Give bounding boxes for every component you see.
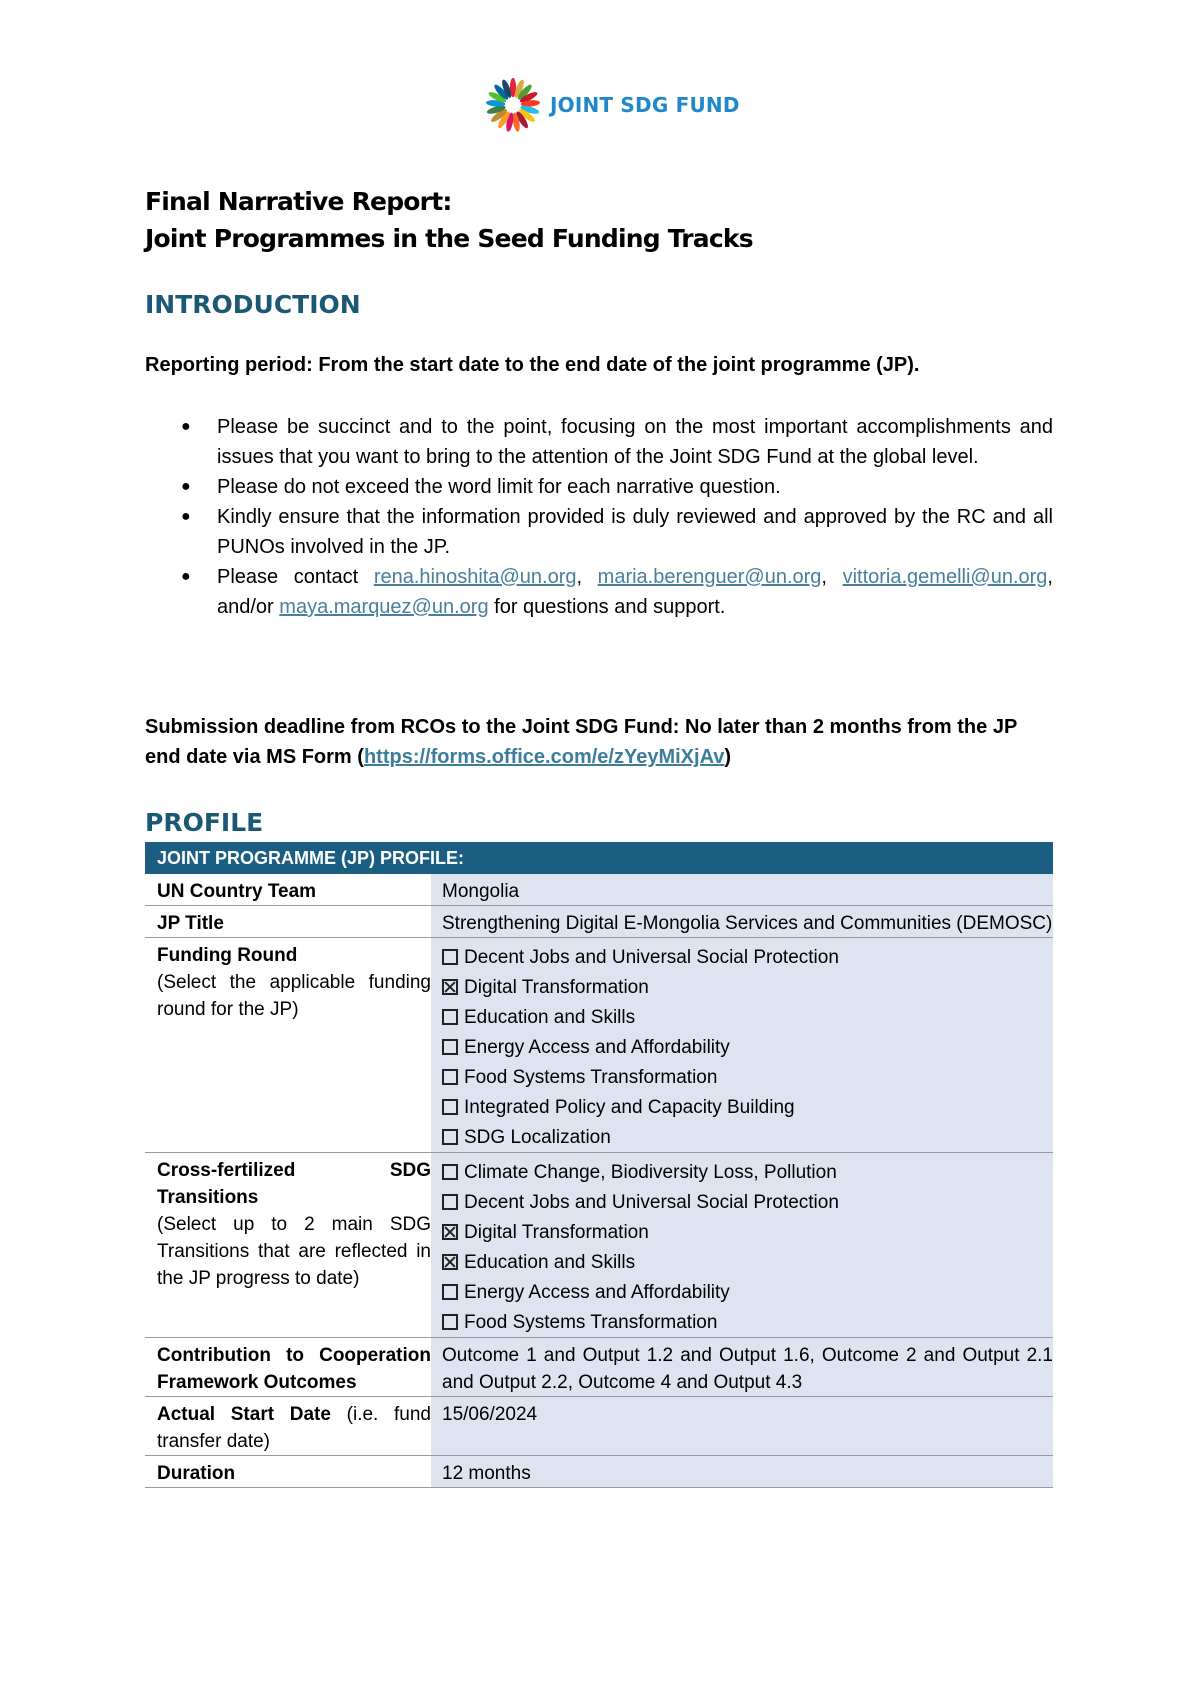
row-label: JP Title (157, 913, 224, 934)
start-date-value: 15/06/2024 (431, 1397, 1053, 1455)
row-label: Duration (157, 1463, 236, 1484)
option-label: Digital Transformation (464, 976, 649, 998)
table-row (145, 1153, 1053, 1338)
checked-box-icon[interactable] (442, 979, 458, 995)
table-row (145, 906, 1053, 938)
country-team-value: Mongolia (431, 874, 1053, 905)
checkbox-icon[interactable] (442, 1284, 458, 1300)
reporting-period: Reporting period: From the start date to the end date of the joint programme (JP). (145, 354, 920, 376)
list-item: ● Please contact rena.hinoshita@un.org, maria.berenguer@un.org, vittoria.gemelli@un.org, and/or maya.marquez@un.org for questions and support. (145, 562, 1053, 622)
checkbox-icon[interactable] (442, 1039, 458, 1055)
bullet-icon: ● (181, 568, 191, 585)
funding-round-options (431, 938, 1053, 1152)
bullet-text: , and/or (217, 566, 1053, 618)
table-row (145, 1456, 1053, 1488)
email-link-maria[interactable]: maria.berenguer@un.org (597, 566, 822, 588)
bullet-icon: ● (181, 478, 191, 495)
jp-title-value: Strengthening Digital E-Mongolia Services and Communities (DEMOSC) (431, 906, 1053, 937)
checkbox-icon[interactable] (442, 1069, 458, 1085)
checkbox-option[interactable] (442, 1187, 1053, 1217)
checkbox-icon[interactable] (442, 1099, 458, 1115)
checkbox-icon[interactable] (442, 1164, 458, 1180)
option-label: Education and Skills (464, 1251, 636, 1273)
bullet-icon: ● (181, 418, 191, 435)
profile-heading: PROFILE (145, 808, 264, 837)
checkbox-icon[interactable] (442, 949, 458, 965)
checkbox-option[interactable] (442, 1217, 1053, 1247)
deadline-close: ) (724, 746, 732, 768)
profile-table (145, 842, 1053, 1488)
table-header: JOINT PROGRAMME (JP) PROFILE: (145, 842, 1053, 874)
deadline-text: Submission deadline from RCOs to the Joint SDG Fund: No later than 2 months from the JP end date via MS Form ( (145, 716, 1017, 768)
email-link-rena[interactable]: rena.hinoshita@un.org (373, 566, 577, 588)
bullet-text: Kindly ensure that the information provided is duly reviewed and approved by the RC and all PUNOs involved in the JP. (217, 506, 1053, 558)
option-label: Decent Jobs and Universal Social Protection (464, 1191, 839, 1213)
email-link-maya[interactable]: maya.marquez@un.org (279, 596, 489, 618)
list-item (145, 412, 1053, 472)
bullet-text: Please do not exceed the word limit for each narrative question. (217, 476, 781, 498)
checkbox-icon[interactable] (442, 1194, 458, 1210)
joint-sdg-fund-logo (482, 72, 740, 138)
checkbox-option[interactable] (442, 1157, 1053, 1187)
document-title (145, 183, 753, 257)
bullet-icon: ● (181, 508, 191, 525)
row-label: Actual Start Date (i.e. fund transfer date) (157, 1404, 431, 1452)
row-hint: (i.e. fund transfer date) (157, 1404, 431, 1452)
row-label: Funding Round (Select the applicable funding round for the JP) (157, 945, 431, 1020)
checkbox-option[interactable] (442, 1122, 1053, 1152)
transitions-options (431, 1153, 1053, 1337)
option-label: Decent Jobs and Universal Social Protection (464, 946, 839, 968)
checked-box-icon[interactable] (442, 1224, 458, 1240)
checked-box-icon[interactable] (442, 1254, 458, 1270)
checkbox-option[interactable] (442, 1032, 1053, 1062)
table-row (145, 874, 1053, 906)
option-label: Integrated Policy and Capacity Building (464, 1096, 795, 1118)
option-label: SDG Localization (464, 1126, 611, 1148)
option-label: Food Systems Transformation (464, 1066, 718, 1088)
instruction-list (145, 412, 1053, 622)
bullet-text: Please be succinct and to the point, focusing on the most important accomplishments and issues that you want to bring to the attention of the Joint SDG Fund at the global level. (217, 416, 1053, 468)
checkbox-option[interactable] (442, 1002, 1053, 1032)
list-item (145, 502, 1053, 562)
checkbox-option[interactable] (442, 1307, 1053, 1337)
table-row (145, 1338, 1053, 1397)
row-label: UN Country Team (157, 881, 317, 902)
row-hint: (Select up to 2 main SDG Transitions that are reflected in the JP progress to date) (157, 1214, 431, 1289)
checkbox-option[interactable] (442, 942, 1053, 972)
option-label: Digital Transformation (464, 1221, 649, 1243)
checkbox-option[interactable] (442, 972, 1053, 1002)
checkbox-icon[interactable] (442, 1009, 458, 1025)
checkbox-option[interactable] (442, 1247, 1053, 1277)
logo-text: JOINT SDG FUND (550, 93, 740, 117)
option-label: Climate Change, Biodiversity Loss, Pollution (464, 1161, 837, 1183)
checkbox-option[interactable] (442, 1277, 1053, 1307)
table-row (145, 1397, 1053, 1456)
checkbox-option[interactable] (442, 1092, 1053, 1122)
sdg-wheel-icon (482, 74, 544, 136)
checkbox-icon[interactable] (442, 1314, 458, 1330)
duration-value: 12 months (431, 1456, 1053, 1487)
checkbox-icon[interactable] (442, 1129, 458, 1145)
list-item (145, 472, 1053, 502)
title-line-1: Final Narrative Report: (145, 187, 452, 216)
checkbox-option[interactable] (442, 1062, 1053, 1092)
table-row (145, 938, 1053, 1153)
title-line-2: Joint Programmes in the Seed Funding Tracks (145, 224, 753, 253)
option-label: Energy Access and Affordability (464, 1036, 730, 1058)
option-label: Food Systems Transformation (464, 1311, 718, 1333)
submission-deadline (145, 712, 1053, 772)
bullet-text: for questions and support. (494, 596, 726, 618)
bullet-text: Please contact (217, 566, 359, 588)
email-link-vittoria[interactable]: vittoria.gemelli@un.org (842, 566, 1048, 588)
ms-form-link[interactable]: https://forms.office.com/e/zYeyMiXjAv (363, 746, 725, 768)
row-hint: (Select the applicable funding round for the JP) (157, 972, 431, 1020)
option-label: Energy Access and Affordability (464, 1281, 730, 1303)
contribution-value: Outcome 1 and Output 1.2 and Output 1.6, Outcome 2 and Output 2.1 and Output 2.2, Outcome 4 and Output 4.3 (431, 1338, 1053, 1396)
row-label: Cross-fertilized SDG Transitions (Select up to 2 main SDG Transitions that are reflected in the JP progress to date) (157, 1160, 431, 1289)
row-label: Contribution to Cooperation Framework Outcomes (157, 1345, 431, 1393)
option-label: Education and Skills (464, 1006, 636, 1028)
introduction-heading: INTRODUCTION (145, 290, 361, 319)
